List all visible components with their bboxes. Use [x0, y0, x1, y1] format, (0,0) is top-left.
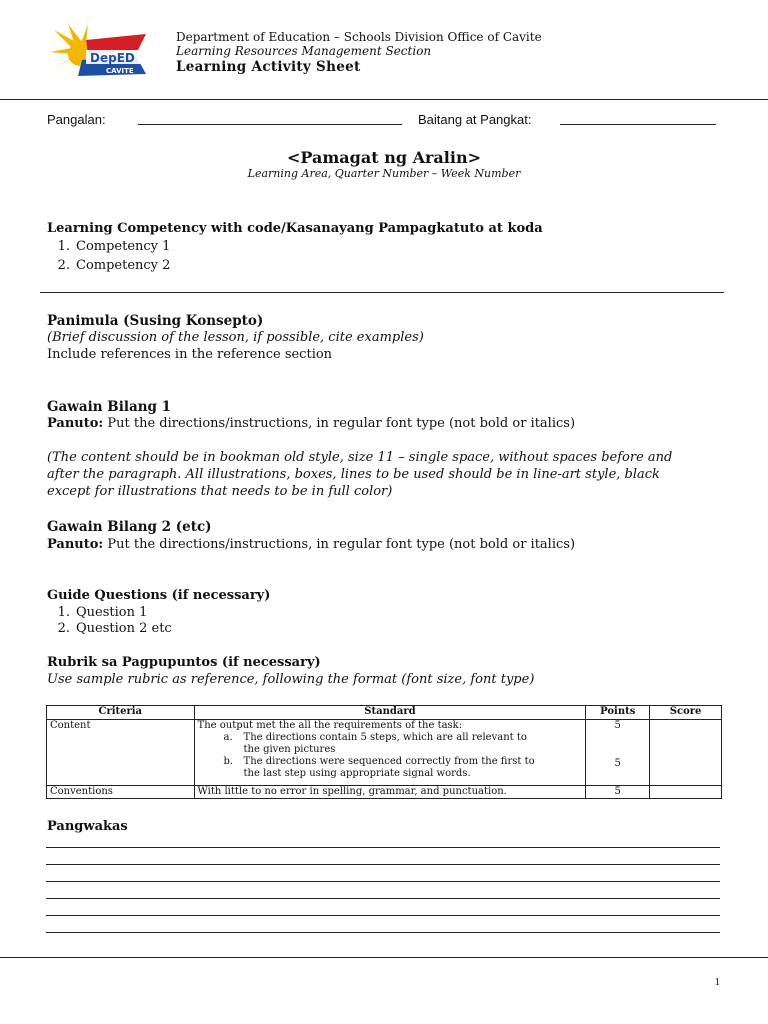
writing-line[interactable]: [46, 932, 720, 933]
header-section: Learning Resources Management Section: [176, 44, 432, 58]
list-number: 2.: [57, 621, 70, 636]
rubric-table: [46, 705, 722, 799]
score-cell[interactable]: [650, 720, 722, 786]
column-header-criteria: Criteria: [47, 706, 195, 720]
gawain1-note-line: (The content should be in bookman old style, size 11 – single space, without spaces before and: [47, 450, 673, 465]
guide-text: Question 2 etc: [76, 621, 172, 636]
gawain1-note-line: except for illustrations that needs to be in full color): [47, 484, 393, 499]
deped-cavite-logo: [46, 20, 166, 86]
grade-section-field[interactable]: [560, 112, 716, 125]
header-sheet-title: Learning Activity Sheet: [176, 59, 361, 75]
sub-item-text: The directions were sequenced correctly from the first to the last step using appropriate signal words.: [243, 756, 535, 779]
panimula-text: Include references in the reference section: [47, 347, 333, 362]
panuto-text: Put the directions/instructions, in regular font type (not bold or italics): [107, 416, 576, 431]
rubrik-note: Use sample rubric as reference, following the format (font size, font type): [47, 672, 535, 687]
competency-item: [46, 258, 170, 274]
criteria-cell: Conventions: [47, 786, 195, 799]
standard-cell: [194, 720, 586, 786]
criteria-cell: Content: [47, 720, 195, 786]
sub-item-letter: b.: [223, 756, 234, 767]
grade-section-label: Baitang at Pangkat:: [418, 112, 532, 127]
name-label: Pangalan:: [47, 112, 106, 127]
panuto-label: Panuto:: [47, 537, 104, 552]
logo-text-deped: DepED: [90, 51, 135, 65]
competency-text: Competency 2: [76, 258, 171, 273]
lesson-subtitle: Learning Area, Quarter Number – Week Number: [247, 167, 521, 180]
panuto-text: Put the directions/instructions, in regular font type (not bold or italics): [107, 537, 576, 552]
points-cell: [586, 720, 650, 786]
standard-sub-item: [198, 756, 583, 780]
gawain2-panuto: [47, 537, 575, 553]
pangwakas-heading: Pangwakas: [47, 819, 128, 834]
points-value: 5: [614, 720, 621, 731]
table-row: [47, 720, 722, 786]
sub-item-letter: a.: [223, 732, 233, 743]
writing-line[interactable]: [46, 881, 720, 882]
list-number: 2.: [57, 258, 70, 273]
writing-line[interactable]: [46, 915, 720, 916]
section-divider: [40, 292, 724, 293]
score-cell[interactable]: [650, 786, 722, 799]
gawain1-note-line: after the paragraph. All illustrations, boxes, lines to be used should be in line-art style, black: [47, 467, 660, 482]
competency-heading: Learning Competency with code/Kasanayang Pampagkatuto at koda: [47, 221, 543, 236]
list-number: 1.: [57, 605, 70, 620]
sub-item-text: The directions contain 5 steps, which are all relevant to the given pictures: [243, 732, 527, 755]
name-field[interactable]: [138, 112, 402, 125]
panimula-note: (Brief discussion of the lesson, if possible, cite examples): [47, 330, 424, 345]
standard-sub-item: [198, 732, 583, 756]
footer-divider: [0, 957, 768, 958]
header-department: Department of Education – Schools Division Office of Cavite: [176, 30, 542, 44]
guide-item: [46, 605, 147, 621]
gawain2-heading: Gawain Bilang 2 (etc): [47, 519, 212, 535]
rubrik-heading: Rubrik sa Pagpupuntos (if necessary): [47, 655, 321, 670]
gawain1-heading: Gawain Bilang 1: [47, 399, 172, 415]
list-number: 1.: [57, 239, 70, 254]
logo-text-cavite: CAVITE: [106, 67, 134, 75]
header-divider: [0, 99, 768, 100]
column-header-standard: Standard: [194, 706, 586, 720]
writing-line[interactable]: [46, 847, 720, 848]
writing-line[interactable]: [46, 898, 720, 899]
gawain1-panuto: [47, 416, 575, 432]
guide-heading: Guide Questions (if necessary): [47, 588, 271, 603]
standard-cell: With little to no error in spelling, grammar, and punctuation.: [194, 786, 586, 799]
guide-item: [46, 621, 172, 637]
column-header-score: Score: [650, 706, 722, 720]
guide-text: Question 1: [76, 605, 148, 620]
table-header-row: [47, 706, 722, 720]
panuto-label: Panuto:: [47, 416, 104, 431]
table-row: [47, 786, 722, 799]
lesson-title: <Pamagat ng Aralin>: [287, 148, 481, 167]
page-number: 1: [714, 976, 720, 988]
points-cell: 5: [586, 786, 650, 799]
column-header-points: Points: [586, 706, 650, 720]
competency-text: Competency 1: [76, 239, 171, 254]
panimula-heading: Panimula (Susing Konsepto): [47, 313, 264, 329]
points-value: 5: [614, 758, 621, 769]
standard-intro: The output met the all the requirements of the task:: [197, 720, 463, 731]
competency-item: [46, 239, 170, 255]
writing-line[interactable]: [46, 864, 720, 865]
